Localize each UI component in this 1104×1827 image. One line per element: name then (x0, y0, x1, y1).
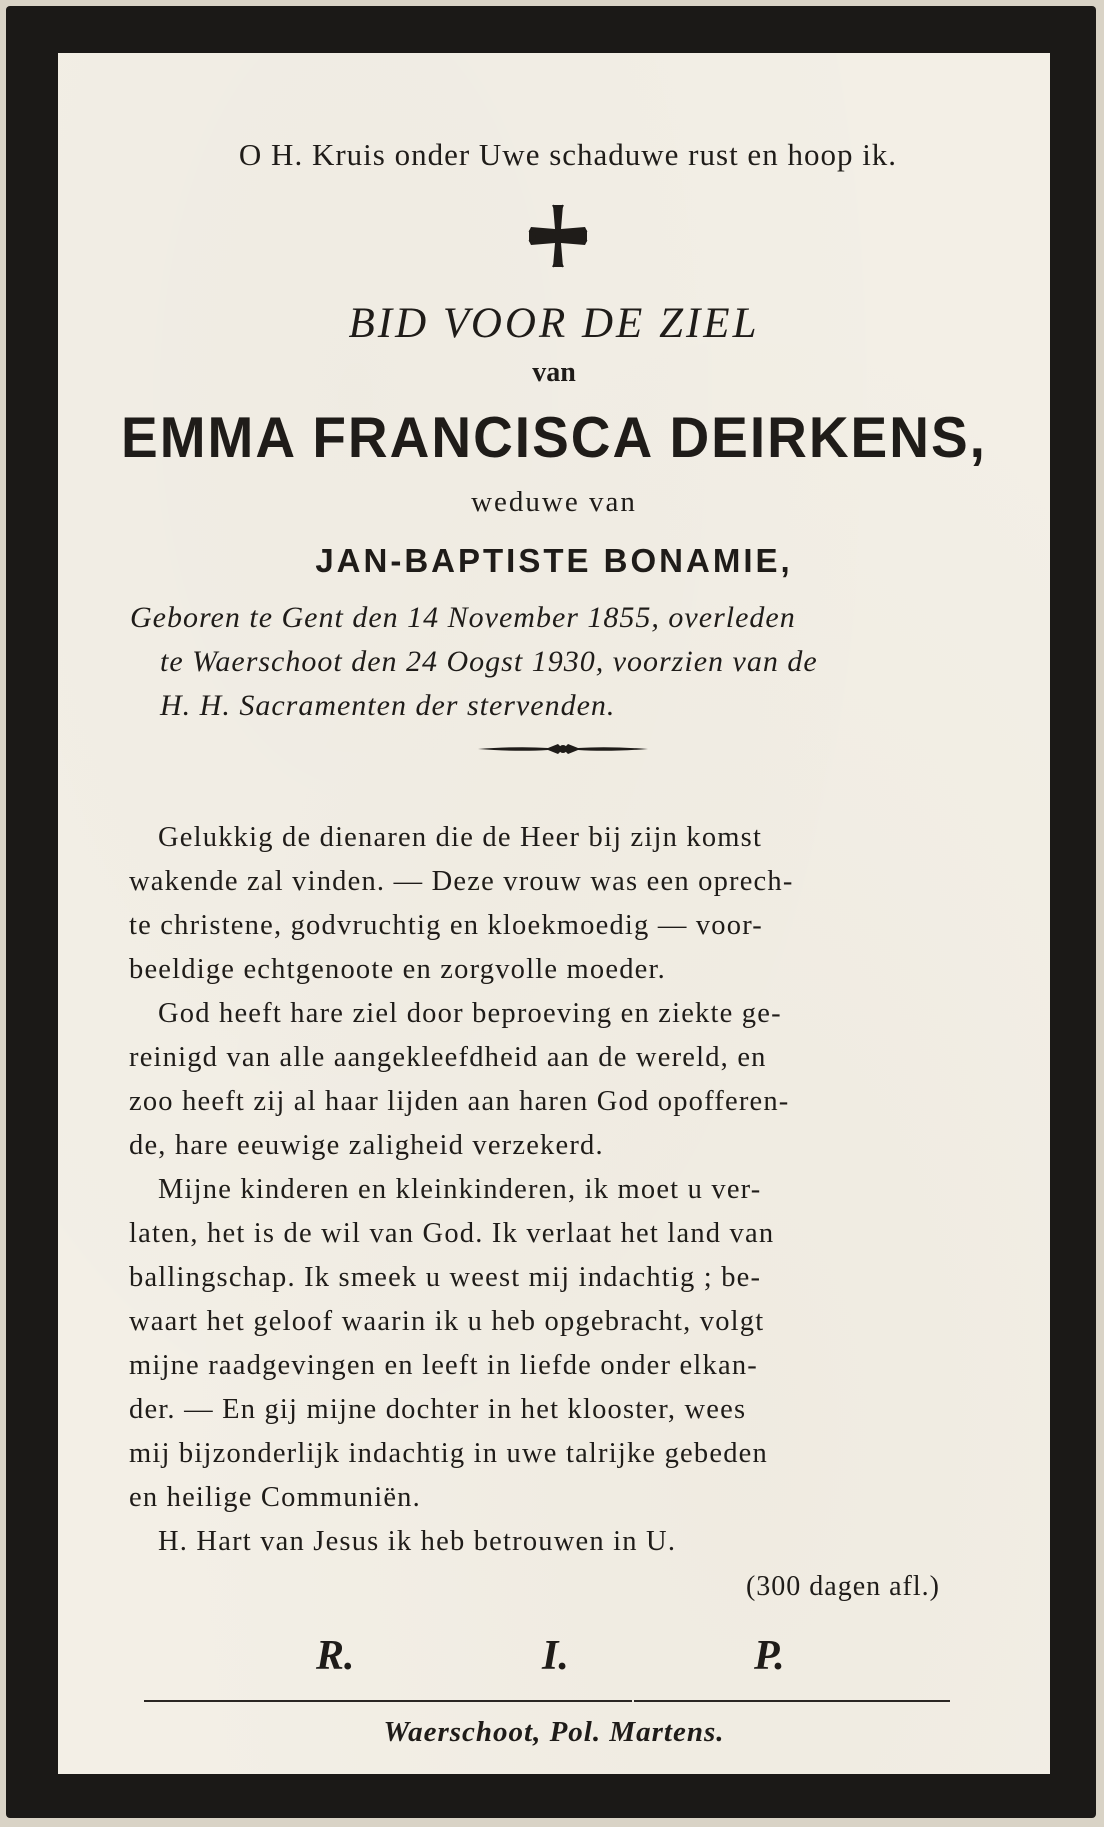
text-line: wakende zal vinden. — Deze vrouw was een oprech- (129, 866, 794, 897)
text-line: God heeft hare ziel door beproeving en ziekte ge- (158, 998, 782, 1029)
birth-death-line: Geboren te Gent den 14 November 1855, overleden (130, 601, 796, 634)
divider-rule (364, 1700, 632, 1702)
text-line: beeldige echtgenoote en zorgvolle moeder. (129, 954, 666, 985)
motto: O H. Kruis onder Uwe schaduwe rust en hoop ik. (238, 137, 898, 172)
van-label: van (532, 357, 576, 388)
birth-death-line: te Waerschoot den 24 Oogst 1930, voorzien van de (160, 645, 818, 678)
birth-death-line: H. H. Sacramenten der stervenden. (160, 689, 616, 722)
text-line: der. — En gij mijne dochter in het klooster, wees (129, 1394, 747, 1425)
card-paper (58, 53, 1050, 1774)
text-line: ballingschap. Ik smeek u weest mij indachtig ; be- (129, 1262, 762, 1293)
indulgence-note: (300 dagen afl.) (745, 1571, 940, 1602)
text-line: laten, het is de wil van God. Ik verlaat het land van (129, 1218, 775, 1249)
text-line: Gelukkig de dienaren die de Heer bij zijn komst (158, 822, 763, 853)
widow-of-label: weduwe van (471, 486, 637, 518)
rip-letter-r: R. (316, 1633, 355, 1679)
deceased-name: EMMA FRANCISCA DEIRKENS, (121, 404, 987, 470)
text-line: mij bijzonderlijk indachtig in uwe talrijke gebeden (129, 1438, 768, 1469)
prayer-heading: BID VOOR DE ZIEL (348, 300, 760, 347)
divider-rule (634, 1700, 950, 1702)
text-line: waart het geloof waarin ik u heb opgebracht, volgt (129, 1306, 765, 1337)
text-line: de, hare eeuwige zaligheid verzekerd. (129, 1130, 604, 1161)
cross-icon (525, 203, 591, 269)
printer-imprint: Waerschoot, Pol. Martens. (383, 1716, 725, 1748)
text-line: te christene, godvruchtig en kloekmoedig — voor- (129, 910, 764, 941)
text-line: H. Hart van Jesus ik heb betrouwen in U. (158, 1526, 677, 1557)
text-line: Mijne kinderen en kleinkinderen, ik moet u ver- (158, 1174, 762, 1205)
text-line: en heilige Communiën. (129, 1482, 421, 1513)
divider-rule (144, 1700, 366, 1702)
rip-letter-p: P. (754, 1633, 785, 1679)
text-line: zoo heeft zij al haar lijden aan haren God opofferen- (129, 1086, 790, 1117)
text-line: mijne raadgevingen en leeft in liefde onder elkan- (129, 1350, 758, 1381)
ornament-divider (478, 741, 648, 757)
memorial-card (6, 6, 1096, 1818)
rip-letter-i: I. (542, 1633, 569, 1679)
husband-name: JAN-BAPTISTE BONAMIE, (315, 542, 793, 579)
text-line: reinigd van alle aangekleefdheid aan de wereld, en (129, 1042, 767, 1073)
